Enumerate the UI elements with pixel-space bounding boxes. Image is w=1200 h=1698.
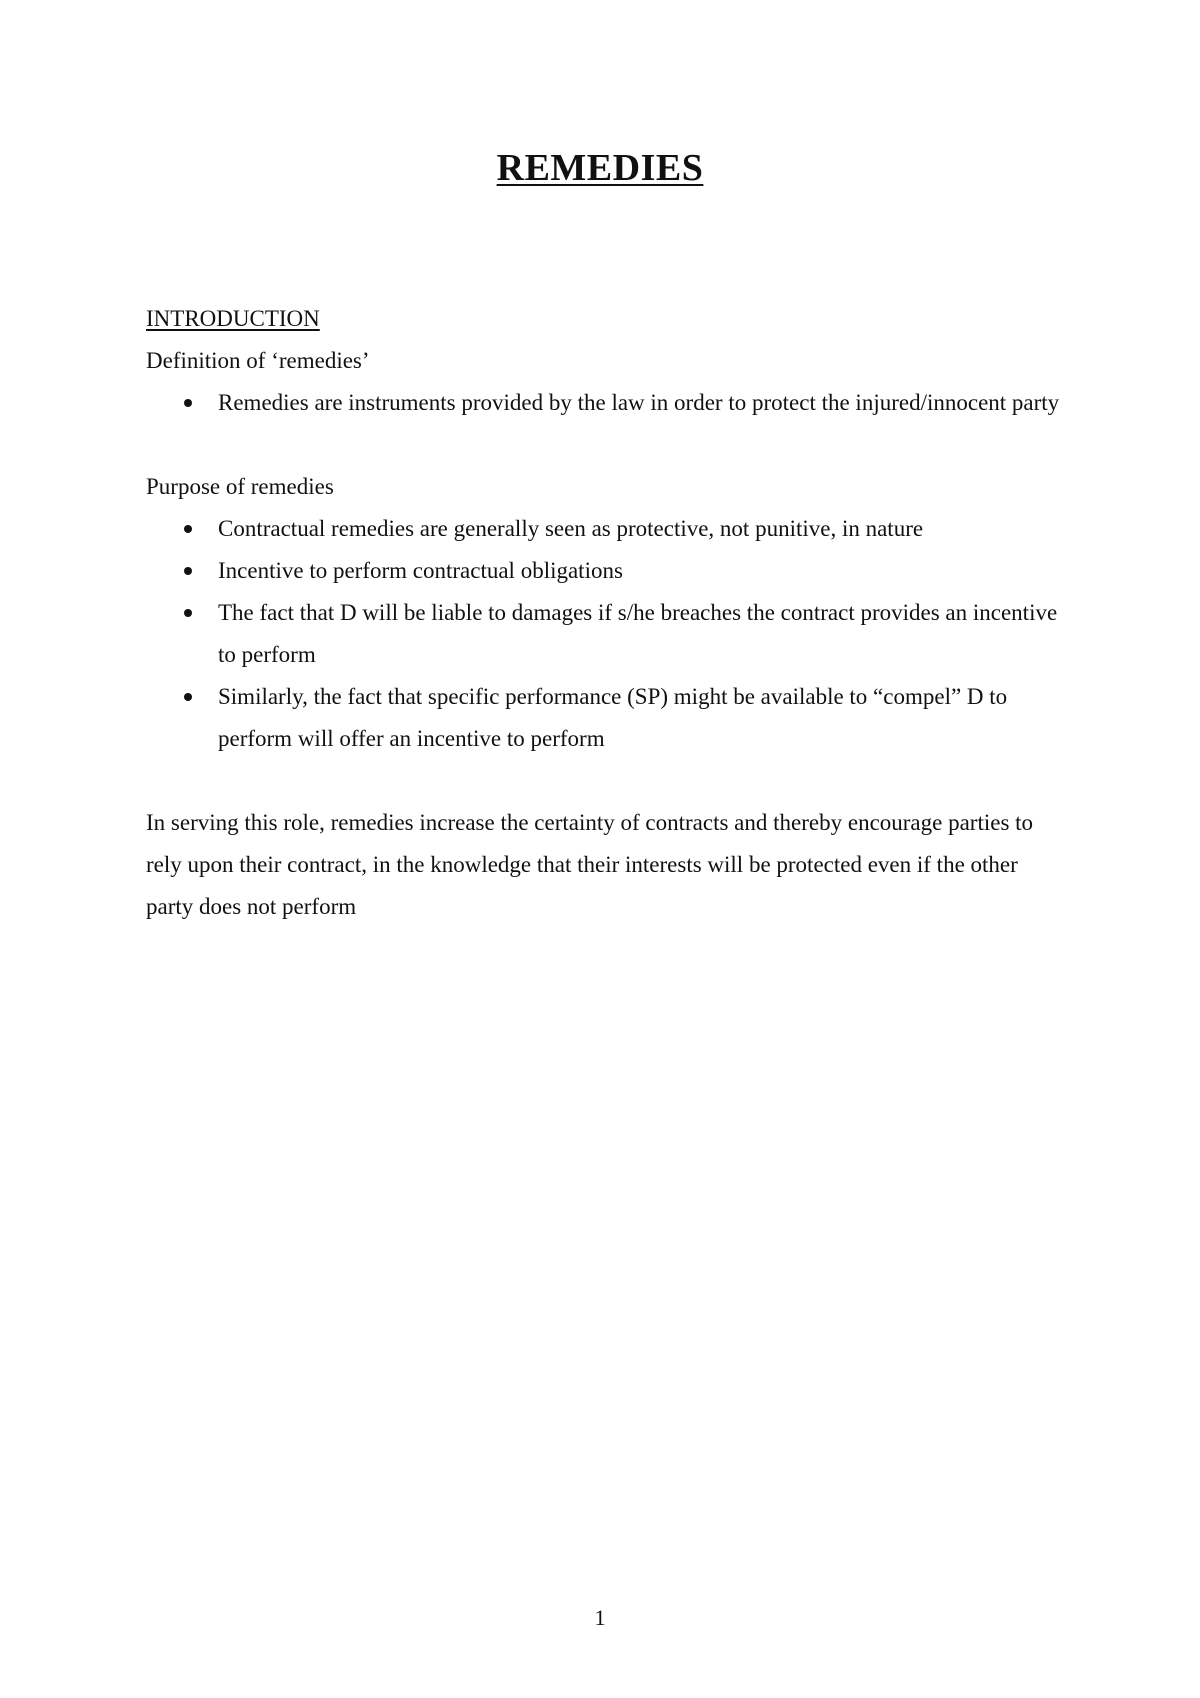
subheading-definition: Definition of ‘remedies’ [146, 348, 370, 373]
spacer [146, 760, 1066, 802]
body-paragraph: In serving this role, remedies increase the certainty of contracts and thereby encourage parties to rely upon their contract, in the knowledge that their interests will be protected even if the other party does not perform [146, 810, 1034, 919]
section-heading-introduction: INTRODUCTION [146, 306, 320, 331]
bullet-icon [184, 525, 192, 533]
list-item [146, 508, 1066, 550]
bullet-icon [184, 609, 192, 617]
list-item [146, 550, 1066, 592]
list-item [146, 676, 1066, 760]
bullet-icon [184, 693, 192, 701]
document-title: REMEDIES [496, 147, 704, 189]
bullet-text: The fact that D will be liable to damages if s/he breaches the contract provides an incentive to perform [218, 600, 1058, 667]
page-number: 1 [594, 1605, 606, 1630]
list-item [146, 382, 1066, 424]
subheading-purpose: Purpose of remedies [146, 474, 334, 499]
bullet-icon [184, 567, 192, 575]
bullet-text: Incentive to perform contractual obligations [218, 558, 623, 583]
list-item [146, 592, 1066, 676]
purpose-bullet-list [146, 508, 1066, 760]
bullet-text: Similarly, the fact that specific performance (SP) might be available to “compel” D to perform will offer an incentive to perform [218, 684, 1008, 751]
spacer [146, 424, 1066, 466]
bullet-text: Remedies are instruments provided by the law in order to protect the injured/innocent party [218, 390, 1060, 415]
bullet-icon [184, 399, 192, 407]
bullet-text: Contractual remedies are generally seen as protective, not punitive, in nature [218, 516, 924, 541]
definition-bullet-list [146, 382, 1066, 424]
document-body [146, 298, 1066, 928]
